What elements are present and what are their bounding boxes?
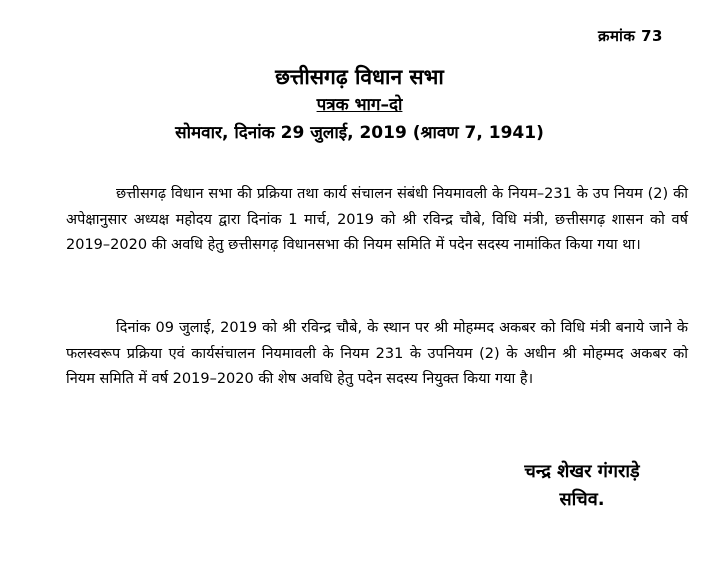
- document-title: छत्तीसगढ़ विधान सभा: [275, 65, 444, 89]
- document-header: [0, 62, 719, 148]
- signature-block: [492, 458, 672, 514]
- paragraph-1: छत्तीसगढ़ विधान सभा की प्रक्रिया तथा कार्य संचालन संबंधी नियमावली के नियम–231 के उप नियम (2) की अपेक्षानुसार अध्यक्ष महोदय द्वारा दिनांक 1 मार्च, 2019 को श्री रविन्द्र चौबे, विधि मंत्री, छत्तीसगढ़ शासन को वर्ष 2019–2020 की अवधि हेतु छत्तीसगढ़ विधानसभा की नियम समिति में पदेन सदस्य नामांकित किया गया था।: [66, 186, 688, 253]
- document-date: सोमवार, दिनांक 29 जुलाई, 2019 (श्रावण 7, 1941): [175, 123, 544, 143]
- serial-number: क्रमांक 73: [598, 27, 663, 45]
- paragraph-2: दिनांक 09 जुलाई, 2019 को श्री रविन्द्र चौबे, के स्थान पर श्री मोहम्मद अकबर को विधि मंत्री बनाये जाने के फलस्वरूप प्रक्रिया एवं कार्यसंचालन नियमावली के नियम 231 के उपनियम (2) के अधीन श्री मोहम्मद अकबर को नियम समिति में वर्ष 2019–2020 की शेष अवधि हेतु पदेन सदस्य नियुक्त किया गया है।: [66, 320, 688, 387]
- signatory-name: चन्द्र शेखर गंगराड़े: [524, 461, 640, 482]
- signatory-designation: सचिव.: [559, 489, 605, 510]
- document-subtitle: पत्रक भाग–दो: [316, 95, 403, 115]
